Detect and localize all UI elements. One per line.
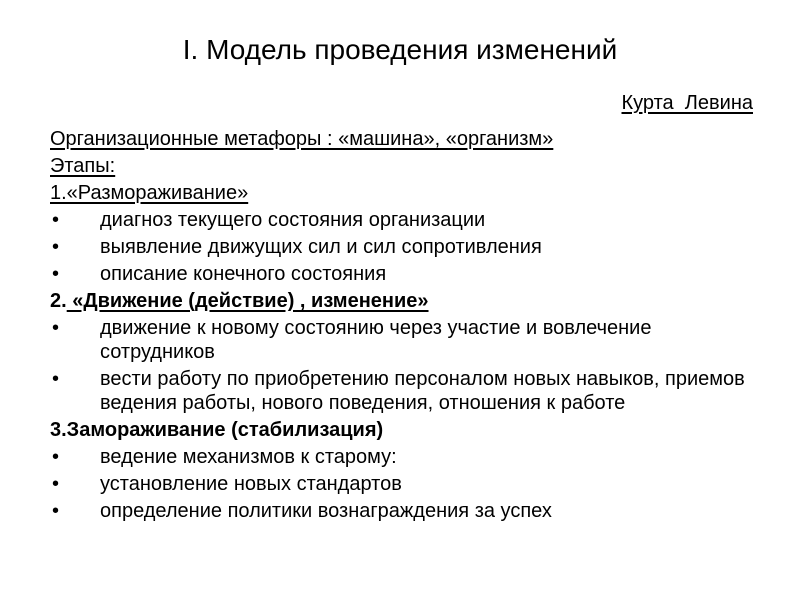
heading-line	[50, 418, 750, 442]
heading-underlined-text: «Движение (действие) , изменение»	[66, 290, 429, 312]
bullet-item	[50, 367, 750, 415]
slide-body	[50, 127, 750, 526]
bullet-text: вести работу по приобретению персоналом новых навыков, приемов ведения работы, нового поведения, отношения к работе	[100, 368, 745, 414]
bullet-marker-icon: •	[52, 236, 60, 258]
heading-underlined-text: Этапы:	[50, 155, 116, 177]
bullet-marker-icon: •	[52, 500, 60, 522]
heading-plain-text: 3.Замораживание (стабилизация)	[50, 419, 384, 441]
bullet-item	[50, 499, 750, 523]
bullet-item	[50, 316, 750, 364]
bullet-item	[50, 262, 750, 286]
bullet-text: выявление движущих сил и сил сопротивления	[100, 236, 542, 258]
bullet-text: диагноз текущего состояния организации	[100, 209, 486, 231]
bullet-marker-icon: •	[52, 209, 60, 231]
bullet-text: ведение механизмов к старому:	[100, 446, 397, 468]
bullet-marker-icon: •	[52, 446, 60, 468]
heading-line	[50, 289, 750, 313]
author-line: Курта Левина	[621, 92, 753, 114]
bullet-text: установление новых стандартов	[100, 473, 402, 495]
bullet-item	[50, 472, 750, 496]
heading-plain-text: 2.	[50, 290, 67, 312]
bullet-text: описание конечного состояния	[100, 263, 387, 285]
bullet-marker-icon: •	[52, 317, 60, 339]
bullet-item	[50, 208, 750, 232]
bullet-text: определение политики вознаграждения за успех	[100, 500, 552, 522]
heading-line	[50, 154, 750, 178]
slide-title: I. Модель проведения изменений	[182, 34, 618, 65]
heading-line	[50, 127, 750, 151]
bullet-text: движение к новому состоянию через участие и вовлечение сотрудников	[100, 317, 652, 363]
heading-underlined-text: 1.«Размораживание»	[50, 182, 249, 204]
bullet-item	[50, 445, 750, 469]
heading-underlined-text: Организационные метафоры : «машина», «организм»	[50, 128, 554, 150]
heading-line	[50, 181, 750, 205]
bullet-item	[50, 235, 750, 259]
bullet-marker-icon: •	[52, 263, 60, 285]
bullet-marker-icon: •	[52, 368, 60, 390]
bullet-marker-icon: •	[52, 473, 60, 495]
